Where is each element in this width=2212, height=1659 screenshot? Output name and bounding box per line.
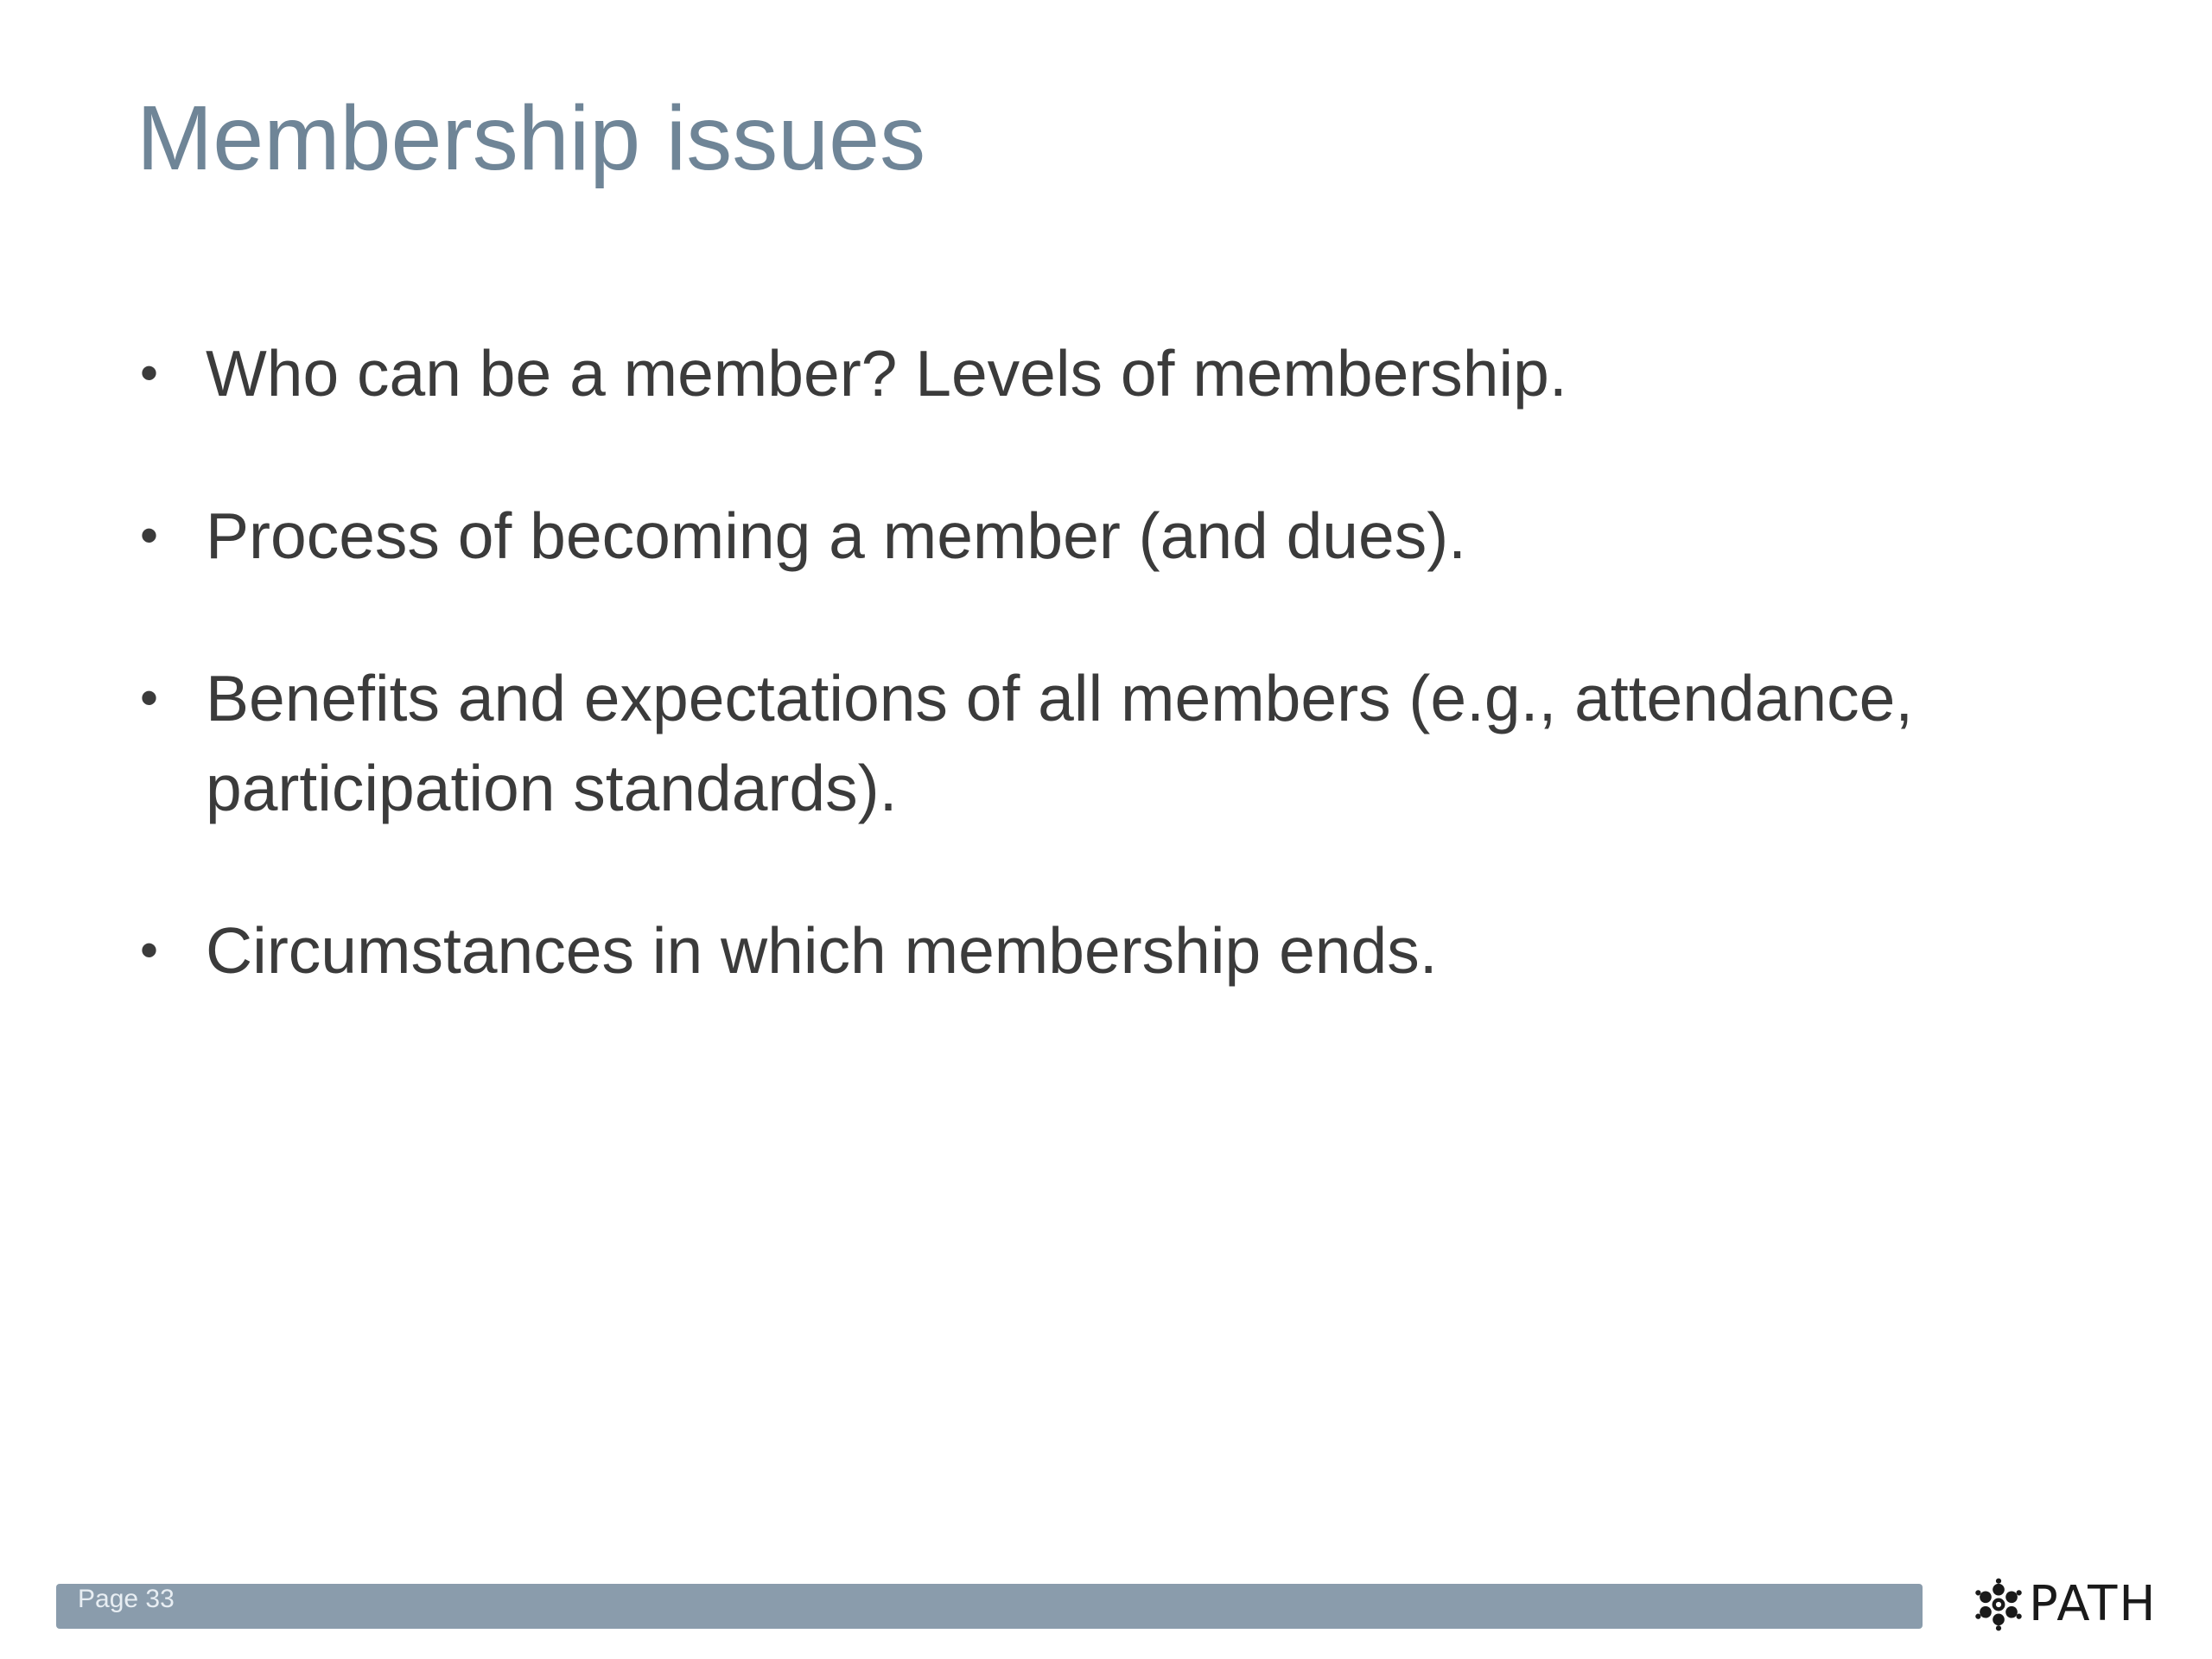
bullet-item xyxy=(137,906,2089,995)
bullet-icon: • xyxy=(140,506,159,564)
bullet-text: Benefits and expectations of all members (e.g., attendance, participation standards). xyxy=(206,662,1914,824)
page-number: Page 33 xyxy=(78,1585,175,1613)
path-logo-icon xyxy=(1972,1578,2025,1631)
bullet-icon: • xyxy=(140,344,159,402)
bullet-text: Who can be a member? Levels of membership. xyxy=(206,337,1567,410)
logo-text: PATH xyxy=(2029,1576,2158,1632)
bullet-item xyxy=(137,653,2089,833)
slide-title: Membership issues xyxy=(137,87,926,189)
bullet-icon: • xyxy=(140,921,159,979)
footer-bar xyxy=(56,1584,1923,1629)
bullet-text: Circumstances in which membership ends. xyxy=(206,914,1438,987)
bullet-item xyxy=(137,328,2089,418)
path-logo xyxy=(1972,1574,2157,1635)
bullet-icon: • xyxy=(140,669,159,727)
bullet-text: Process of becoming a member (and dues). xyxy=(206,499,1467,572)
bullet-list xyxy=(137,328,2089,1068)
bullet-item xyxy=(137,491,2089,581)
